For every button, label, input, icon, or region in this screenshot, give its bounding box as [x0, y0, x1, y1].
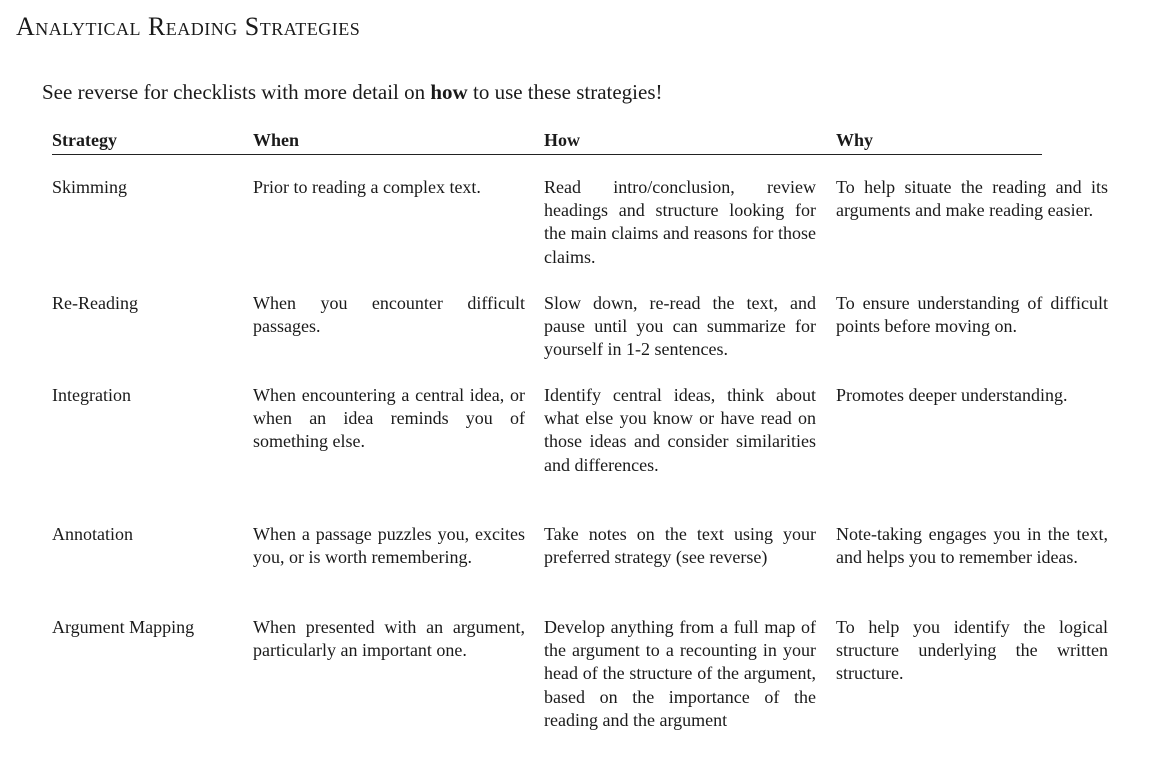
table-cell-how: Identify central ideas, think about what else you know or have read on those ideas and consider similarities and differences. [544, 385, 816, 475]
table-cell-how: Slow down, re-read the text, and pause until you can summarize for yourself in 1-2 sentences. [544, 293, 816, 360]
table-cell-why: Promotes deeper understanding. [836, 385, 1068, 405]
table-cell-when: Prior to reading a complex text. [253, 177, 481, 197]
table-cell-when: When encountering a central idea, or when an idea reminds you of something else. [253, 385, 525, 452]
intro-bold: how [430, 80, 468, 104]
intro-text [42, 80, 663, 105]
table-cell-when: When presented with an argument, particularly an important one. [253, 617, 525, 661]
table-cell-strategy: Annotation [52, 524, 133, 544]
table-cell-when: When you encounter difficult passages. [253, 293, 525, 337]
table-cell-strategy: Re-Reading [52, 293, 138, 313]
table-cell-why: Note-taking engages you in the text, and helps you to remember ideas. [836, 524, 1108, 568]
intro-before: See reverse for checklists with more detail on [42, 80, 431, 104]
table-cell-how: Develop anything from a full map of the argument to a recounting in your head of the structure of the argument, based on the importance of the reading and the argument [544, 617, 816, 730]
table-cell-why: To ensure understanding of difficult points before moving on. [836, 293, 1108, 337]
header-how: How [544, 130, 580, 150]
intro-after: to use these strategies! [467, 80, 663, 104]
header-when: When [253, 130, 300, 150]
table-cell-how: Take notes on the text using your preferred strategy (see reverse) [544, 524, 816, 568]
header-why: Why [836, 130, 874, 150]
table-cell-strategy: Skimming [52, 177, 128, 197]
table-header [52, 128, 1042, 155]
table-cell-when: When a passage puzzles you, excites you, or is worth remembering. [253, 524, 525, 568]
table-cell-why: To help situate the reading and its arguments and make reading easier. [836, 177, 1108, 221]
table-cell-strategy: Argument Mapping [52, 617, 195, 637]
table-cell-how: Read intro/conclusion, review headings and structure looking for the main claims and reasons for those claims. [544, 177, 816, 267]
page-title: Analytical Reading Strategies [16, 12, 361, 41]
table-cell-strategy: Integration [52, 385, 131, 405]
header-strategy: Strategy [52, 130, 117, 150]
table-cell-why: To help you identify the logical structure underlying the written structure. [836, 617, 1108, 684]
